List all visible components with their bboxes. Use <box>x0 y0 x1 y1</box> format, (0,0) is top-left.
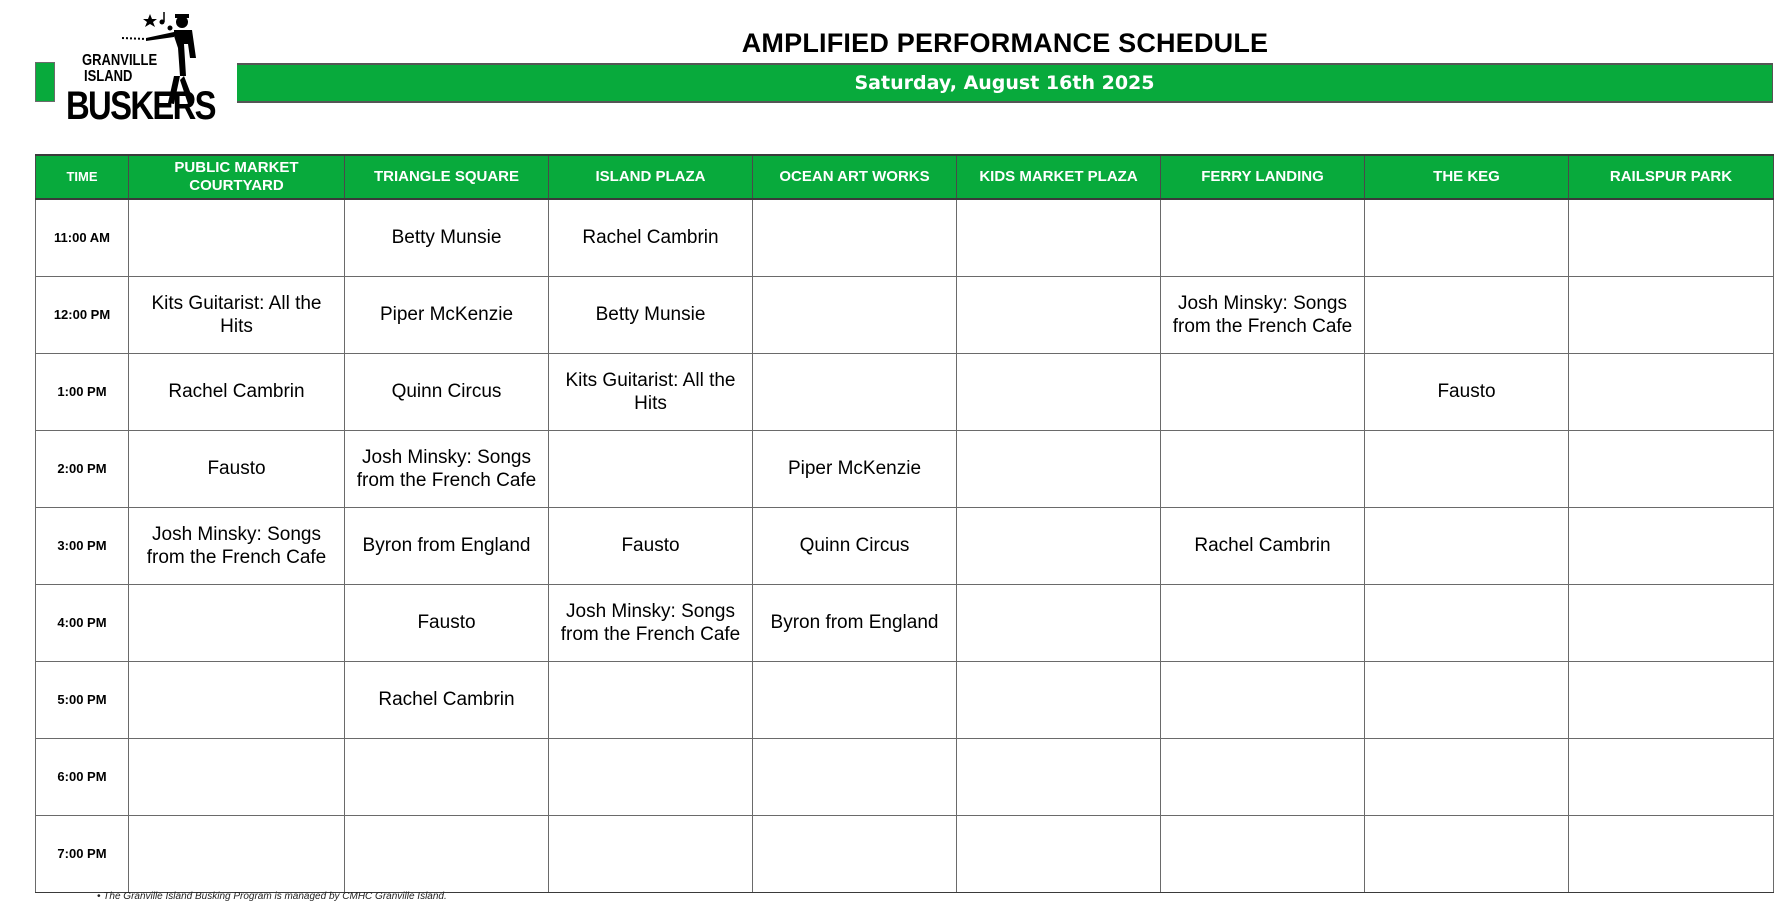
performance-cell: Byron from England <box>753 584 957 661</box>
performance-cell: Rachel Cambrin <box>549 199 753 276</box>
performance-cell <box>1569 199 1774 276</box>
performance-cell: Betty Munsie <box>549 276 753 353</box>
table-row <box>36 430 1774 507</box>
performance-cell <box>129 815 345 892</box>
performance-cell <box>1365 584 1569 661</box>
performance-cell <box>1161 815 1365 892</box>
logo-text-line3: BUSKERS <box>66 84 215 128</box>
performance-cell <box>753 661 957 738</box>
time-slot: 1:00 PM <box>36 353 129 430</box>
performance-cell <box>549 430 753 507</box>
performance-cell: Fausto <box>129 430 345 507</box>
table-row <box>36 276 1774 353</box>
performance-cell <box>129 661 345 738</box>
performance-cell <box>1569 815 1774 892</box>
performance-cell: Byron from England <box>345 507 549 584</box>
table-row <box>36 507 1774 584</box>
performance-cell <box>549 815 753 892</box>
performance-cell <box>1161 738 1365 815</box>
column-header-location: FERRY LANDING <box>1161 155 1365 199</box>
table-row <box>36 584 1774 661</box>
performance-cell <box>753 353 957 430</box>
column-header-location: KIDS MARKET PLAZA <box>957 155 1161 199</box>
performance-cell: Betty Munsie <box>345 199 549 276</box>
performance-cell <box>957 199 1161 276</box>
performance-cell <box>957 815 1161 892</box>
time-slot: 5:00 PM <box>36 661 129 738</box>
time-slot: 7:00 PM <box>36 815 129 892</box>
header-left-accent <box>35 62 55 102</box>
column-header-location: OCEAN ART WORKS <box>753 155 957 199</box>
performance-cell: Piper McKenzie <box>345 276 549 353</box>
table-row <box>36 353 1774 430</box>
performance-cell <box>1161 661 1365 738</box>
performance-cell <box>129 738 345 815</box>
column-header-location: TRIANGLE SQUARE <box>345 155 549 199</box>
performance-cell <box>957 738 1161 815</box>
performance-cell <box>129 199 345 276</box>
performance-cell: Rachel Cambrin <box>1161 507 1365 584</box>
performance-cell <box>1365 507 1569 584</box>
column-header-time: TIME <box>36 155 129 199</box>
table-row <box>36 661 1774 738</box>
performance-cell: Quinn Circus <box>345 353 549 430</box>
performance-cell <box>957 584 1161 661</box>
performance-cell <box>1569 661 1774 738</box>
performance-cell <box>1569 430 1774 507</box>
performance-cell <box>753 199 957 276</box>
column-header-location: PUBLIC MARKET COURTYARD <box>129 155 345 199</box>
time-slot: 6:00 PM <box>36 738 129 815</box>
header-row <box>36 155 1774 199</box>
performance-cell <box>1569 507 1774 584</box>
performance-cell <box>549 661 753 738</box>
table-row <box>36 738 1774 815</box>
performance-cell: Piper McKenzie <box>753 430 957 507</box>
performance-cell <box>1161 353 1365 430</box>
performance-cell <box>1365 815 1569 892</box>
performance-cell <box>957 276 1161 353</box>
performance-cell: Josh Minsky: Songs from the French Cafe <box>549 584 753 661</box>
performance-cell <box>957 507 1161 584</box>
performance-cell <box>957 661 1161 738</box>
performance-cell <box>1161 584 1365 661</box>
time-slot: 2:00 PM <box>36 430 129 507</box>
performance-cell: Fausto <box>1365 353 1569 430</box>
performance-cell <box>753 276 957 353</box>
performance-cell: Rachel Cambrin <box>345 661 549 738</box>
performance-cell <box>1365 661 1569 738</box>
performance-cell <box>1569 353 1774 430</box>
logo-text-line2: ISLAND <box>84 66 133 85</box>
performance-cell: Fausto <box>345 584 549 661</box>
performance-cell <box>1365 738 1569 815</box>
performance-cell <box>1365 430 1569 507</box>
performance-cell: Kits Guitarist: All the Hits <box>129 276 345 353</box>
column-header-location: ISLAND PLAZA <box>549 155 753 199</box>
performance-cell <box>957 430 1161 507</box>
performance-cell: Quinn Circus <box>753 507 957 584</box>
performance-cell: Fausto <box>549 507 753 584</box>
performance-cell <box>345 815 549 892</box>
schedule-date: Saturday, August 16th 2025 <box>237 63 1773 103</box>
performance-cell: Kits Guitarist: All the Hits <box>549 353 753 430</box>
performance-cell <box>957 353 1161 430</box>
page-title: AMPLIFIED PERFORMANCE SCHEDULE <box>741 28 1269 58</box>
time-slot: 4:00 PM <box>36 584 129 661</box>
performance-cell <box>129 584 345 661</box>
performance-cell <box>1569 276 1774 353</box>
performance-cell <box>1161 199 1365 276</box>
performance-cell <box>753 815 957 892</box>
table-row <box>36 199 1774 276</box>
buskers-logo <box>62 8 232 138</box>
footnote: • The Granville Island Busking Program is managed by CMHC Granville Island. <box>97 891 447 902</box>
performance-cell <box>1365 199 1569 276</box>
performance-cell <box>345 738 549 815</box>
table-row <box>36 815 1774 892</box>
column-header-location: RAILSPUR PARK <box>1569 155 1774 199</box>
performance-cell: Josh Minsky: Songs from the French Cafe <box>345 430 549 507</box>
time-slot: 3:00 PM <box>36 507 129 584</box>
performance-cell <box>549 738 753 815</box>
time-slot: 11:00 AM <box>36 199 129 276</box>
performance-cell <box>1569 738 1774 815</box>
schedule-table <box>35 154 1774 893</box>
column-header-location: THE KEG <box>1365 155 1569 199</box>
logo-text-line1: GRANVILLE <box>82 50 158 69</box>
performance-cell <box>1569 584 1774 661</box>
time-slot: 12:00 PM <box>36 276 129 353</box>
performance-cell: Rachel Cambrin <box>129 353 345 430</box>
performance-cell <box>1161 430 1365 507</box>
performance-cell <box>753 738 957 815</box>
performance-cell <box>1365 276 1569 353</box>
performance-cell: Josh Minsky: Songs from the French Cafe <box>1161 276 1365 353</box>
performance-cell: Josh Minsky: Songs from the French Cafe <box>129 507 345 584</box>
